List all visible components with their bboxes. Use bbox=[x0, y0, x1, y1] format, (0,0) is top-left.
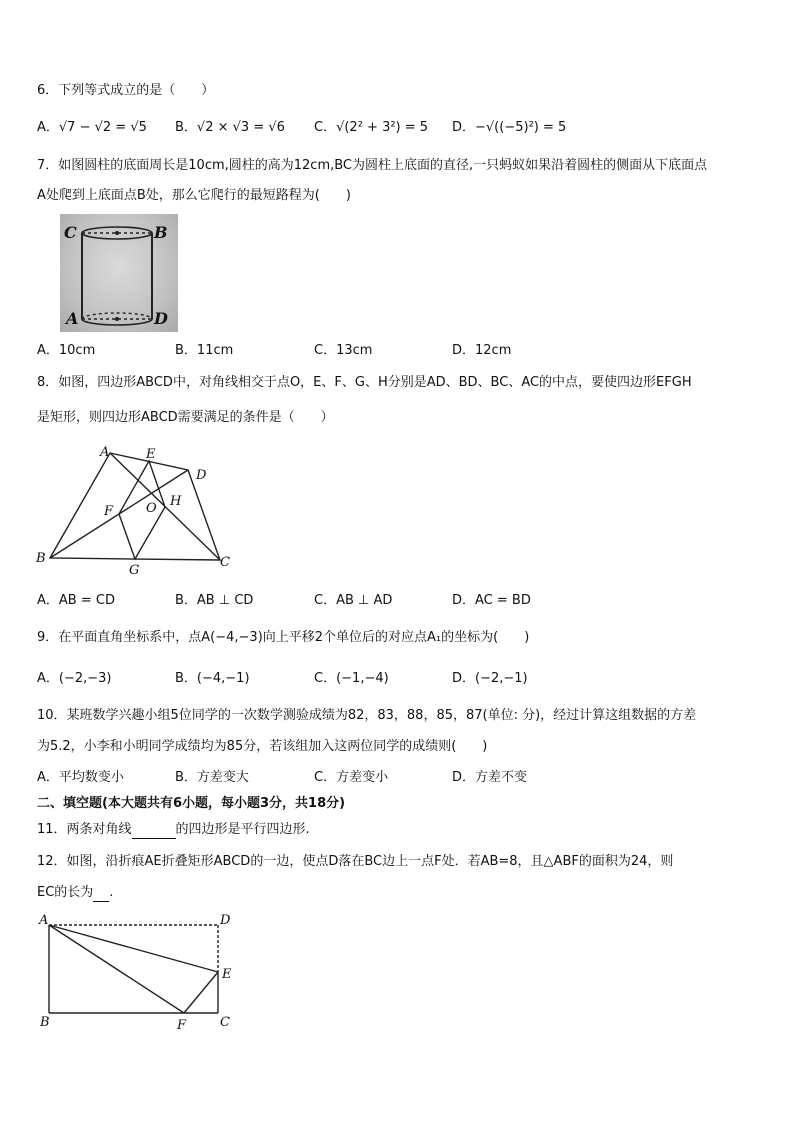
q8-option-d: D．AC = BD bbox=[452, 593, 531, 608]
q10-stem-line2: 为5.2，小李和小明同学成绩均为85分，若该组加入这两位同学的成绩则( ) bbox=[37, 739, 488, 754]
q9-option-c: C．(−1,−4) bbox=[314, 671, 389, 686]
label-h: H bbox=[170, 494, 182, 509]
q11-stem-after: 的四边形是平行四边形. bbox=[175, 822, 310, 837]
q12-stem-line2 bbox=[37, 884, 113, 902]
label-f: F bbox=[177, 1018, 187, 1033]
q7-option-d: D．12cm bbox=[452, 343, 512, 358]
q6-options bbox=[37, 119, 777, 137]
q8-option-b: B．AB ⊥ CD bbox=[175, 593, 254, 608]
label-b: B bbox=[36, 551, 46, 566]
q6-option-c: C．√(2² + 3²) = 5 bbox=[314, 120, 429, 135]
q6-option-d: D．−√((−5)²) = 5 bbox=[452, 120, 567, 135]
label-d: D bbox=[196, 468, 207, 483]
label-a: A bbox=[39, 913, 49, 928]
label-c: C bbox=[220, 555, 230, 570]
label-a: A bbox=[100, 445, 110, 460]
label-b: B bbox=[40, 1015, 50, 1030]
segment-fe bbox=[184, 972, 218, 1013]
label-e: E bbox=[222, 967, 232, 982]
crease-ae bbox=[49, 925, 218, 972]
q7-option-c: C．13cm bbox=[314, 343, 373, 358]
q6-option-a: A．√7 − √2 = √5 bbox=[37, 120, 147, 135]
q7-option-b: B．11cm bbox=[175, 343, 234, 358]
label-c: C bbox=[64, 223, 77, 242]
q8-option-c: C．AB ⊥ AD bbox=[314, 593, 393, 608]
q11-stem-before: 11．两条对角线 bbox=[37, 822, 132, 837]
q8-options bbox=[37, 592, 777, 610]
label-f: F bbox=[104, 504, 114, 519]
label-d: D bbox=[154, 309, 168, 328]
q10-option-d: D．方差不变 bbox=[452, 770, 528, 785]
q6-option-b: B．√2 × √3 = √6 bbox=[175, 120, 285, 135]
q6-stem: 6．下列等式成立的是（ ） bbox=[37, 83, 215, 98]
q11-answer-blank[interactable] bbox=[132, 824, 176, 839]
label-b: B bbox=[154, 223, 168, 242]
segment-af bbox=[49, 925, 184, 1013]
section-heading: 二、填空题(本大题共有6小题，每小题3分，共18分) bbox=[37, 796, 346, 811]
label-c: C bbox=[220, 1015, 230, 1030]
q12-answer-blank[interactable] bbox=[93, 887, 109, 902]
q12-rectangle-figure bbox=[30, 908, 250, 1038]
q9-option-d: D．(−2,−1) bbox=[452, 671, 528, 686]
q7-option-a: A．10cm bbox=[37, 343, 96, 358]
q7-stem-line2: A处爬到上底面点B处，那么它爬行的最短路程为( ) bbox=[37, 188, 351, 203]
label-d: D bbox=[220, 913, 231, 928]
q10-option-a: A．平均数变小 bbox=[37, 770, 124, 785]
top-center-dot bbox=[115, 231, 119, 235]
q8-stem-line2: 是矩形，则四边形ABCD需要满足的条件是（ ） bbox=[37, 410, 334, 425]
label-g: G bbox=[129, 563, 140, 578]
label-e: E bbox=[146, 447, 156, 462]
label-o: O bbox=[146, 501, 157, 516]
quad-abcd bbox=[50, 453, 220, 560]
q10-stem-line1: 10．某班数学兴趣小组5位同学的一次数学测验成绩为82，83，88，85，87(单位: 分)，经过计算这组数据的方差 bbox=[37, 708, 697, 723]
cylinder-figure bbox=[60, 214, 178, 332]
q9-option-b: B．(−4,−1) bbox=[175, 671, 250, 686]
q7-cylinder-photo bbox=[60, 214, 178, 332]
q9-stem: 9．在平面直角坐标系中，点A(−4,−3)向上平移2个单位后的对应点A₁的坐标为( ) bbox=[37, 630, 530, 645]
q9-options bbox=[37, 670, 777, 688]
q8-option-a: A．AB = CD bbox=[37, 593, 115, 608]
q7-stem-line1: 7．如图圆柱的底面周长是10cm,圆柱的高为12cm,BC为圆柱上底面的直径,一只蚂蚁如果沿着圆柱的侧面从下底面点 bbox=[37, 158, 708, 173]
q12-stem-line1: 12．如图，沿折痕AE折叠矩形ABCD的一边，使点D落在BC边上一点F处．若AB=8，且△ABF的面积为24，则 bbox=[37, 854, 674, 869]
q11-stem bbox=[37, 821, 310, 839]
q10-option-b: B．方差变大 bbox=[175, 770, 249, 785]
q7-options bbox=[37, 342, 777, 360]
q12-stem-after: . bbox=[109, 885, 114, 900]
bottom-center-dot bbox=[115, 317, 119, 321]
q10-options bbox=[37, 769, 777, 787]
q8-quadrilateral-figure bbox=[30, 440, 250, 580]
q8-stem-line1: 8．如图，四边形ABCD中，对角线相交于点O，E、F、G、H分别是AD、BD、BC、AC的中点，要使四边形EFGH bbox=[37, 375, 692, 390]
q12-stem-before: EC的长为 bbox=[37, 885, 94, 900]
q9-option-a: A．(−2,−3) bbox=[37, 671, 112, 686]
q10-option-c: C．方差变小 bbox=[314, 770, 389, 785]
label-a: A bbox=[66, 309, 79, 328]
